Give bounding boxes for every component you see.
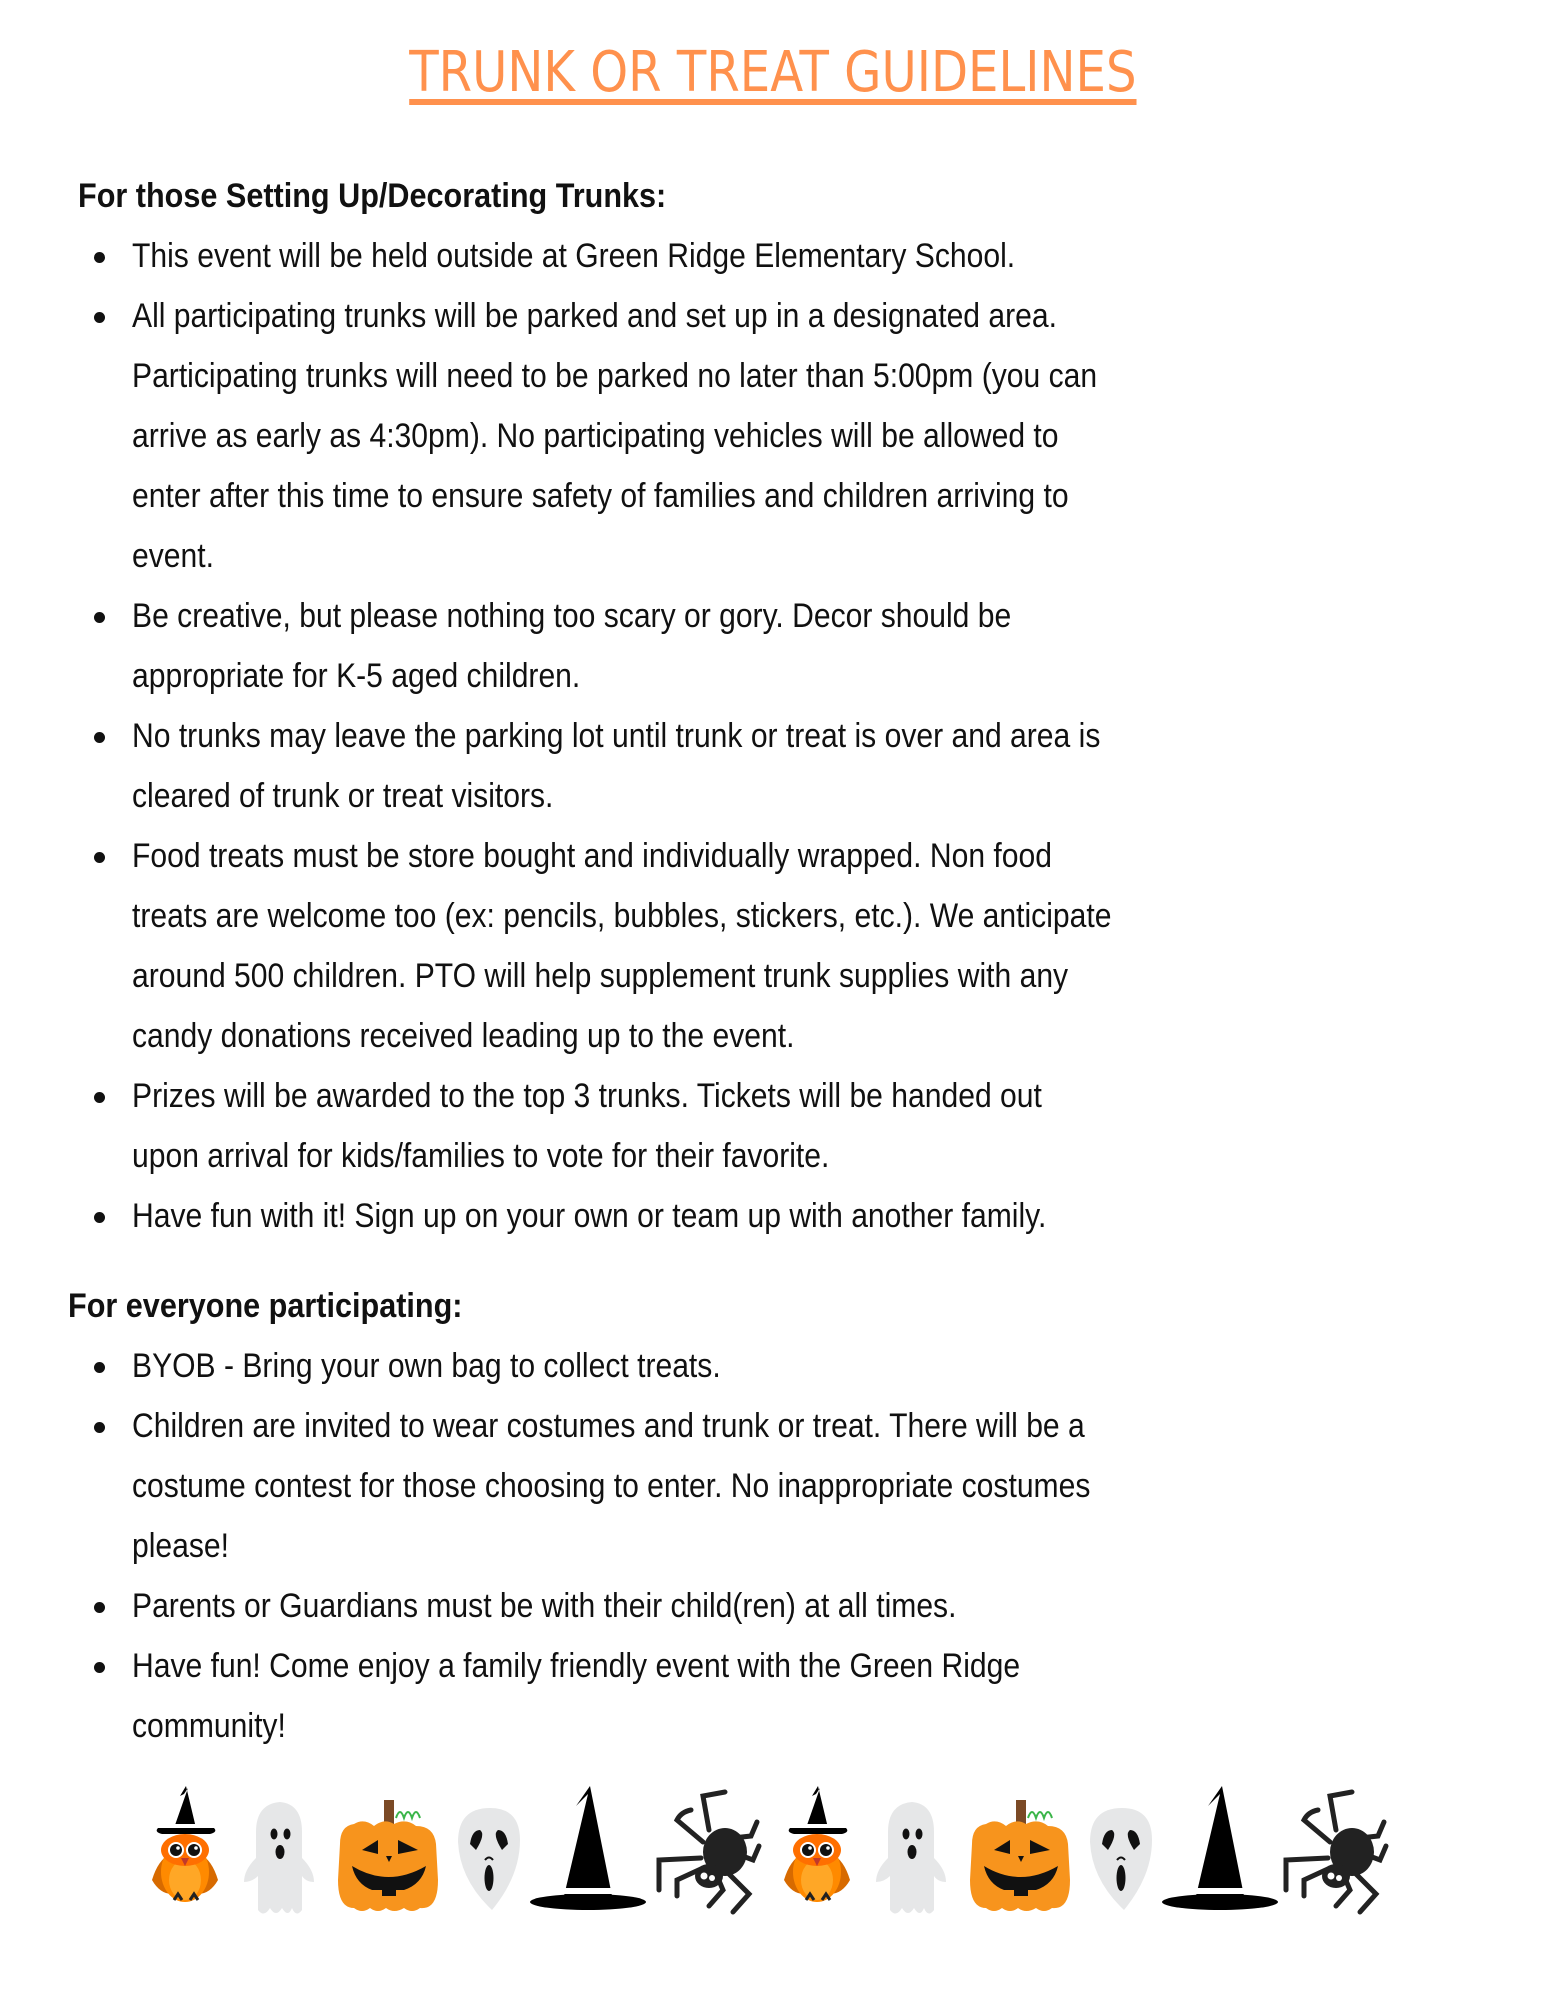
bullet-icon	[94, 1422, 105, 1433]
list-item-text: This event will be held outside at Green Ridge Elementary School.	[132, 237, 1016, 275]
list-item	[94, 1576, 1514, 1636]
spider-icon	[1286, 1792, 1386, 1912]
bullet-icon	[94, 1212, 105, 1223]
list-item-text: Be creative, but please nothing too scary or gory. Decor should be appropriate for K-5 aged children.	[132, 597, 1012, 695]
scream-mask-icon	[1090, 1808, 1152, 1910]
list-item-text: Children are invited to wear costumes and trunk or treat. There will be a costume contest for those choosing to enter. No inappropriate costumes please!	[132, 1407, 1091, 1565]
bullet-icon	[94, 612, 105, 623]
spider-icon	[659, 1792, 759, 1912]
bullet-icon	[94, 1362, 105, 1373]
owl-witch-icon	[152, 1786, 218, 1902]
bullet-icon	[94, 852, 105, 863]
bullet-icon	[94, 1662, 105, 1673]
bullet-icon	[94, 732, 105, 743]
list-item-text: Food treats must be store bought and individually wrapped. Non food treats are welcome too (ex: pencils, bubbles, stickers, etc.). We anticipate around 500 children. PTO will help supplement trunk supplies with any candy donations received leading up to the event.	[132, 837, 1112, 1055]
list-item-text: No trunks may leave the parking lot until trunk or treat is over and area is cleared of trunk or treat visitors.	[132, 717, 1101, 815]
section-heading-setup: For those Setting Up/Decorating Trunks:	[78, 177, 667, 215]
page-title-wrap	[0, 40, 1545, 105]
scream-mask-icon	[458, 1808, 520, 1910]
ghost-icon	[244, 1802, 314, 1914]
witch-hat-icon	[1162, 1786, 1278, 1910]
list-item-text: Have fun! Come enjoy a family friendly event with the Green Ridge community!	[132, 1647, 1021, 1745]
jack-o-lantern-icon	[970, 1800, 1070, 1911]
section-heading-everyone: For everyone participating:	[68, 1287, 463, 1325]
list-item-text: Parents or Guardians must be with their child(ren) at all times.	[132, 1587, 957, 1625]
ghost-icon	[876, 1802, 946, 1914]
list-item	[94, 1066, 1514, 1186]
owl-witch-icon	[784, 1786, 850, 1902]
list-item	[94, 1336, 1514, 1396]
list-item-text: All participating trunks will be parked and set up in a designated area. Participating trunks will need to be parked no later than 5:00pm (you can arrive as early as 4:30pm). No participating vehicles will be allowed to enter after this time to ensure safety of families and children arriving to event.	[132, 297, 1098, 575]
page-title: TRUNK OR TREAT GUIDELINES	[408, 40, 1137, 105]
everyone-guidelines-list	[94, 1336, 1514, 1756]
bullet-icon	[94, 1602, 105, 1613]
list-item	[94, 1396, 1514, 1576]
setup-guidelines-list	[94, 226, 1514, 1246]
list-item	[94, 286, 1514, 586]
bullet-icon	[94, 1092, 105, 1103]
list-item	[94, 226, 1514, 286]
jack-o-lantern-icon	[338, 1800, 438, 1911]
witch-hat-icon	[530, 1786, 646, 1910]
bullet-icon	[94, 252, 105, 263]
list-item	[94, 706, 1514, 826]
list-item-text: BYOB - Bring your own bag to collect treats.	[132, 1347, 721, 1385]
list-item	[94, 1636, 1514, 1756]
halloween-icons	[148, 1776, 1398, 1916]
list-item-text: Prizes will be awarded to the top 3 trunks. Tickets will be handed out upon arrival for kids/families to vote for their favorite.	[132, 1077, 1042, 1175]
list-item	[94, 826, 1514, 1066]
halloween-decoration-row	[148, 1776, 1398, 1916]
list-item	[94, 1186, 1514, 1246]
list-item	[94, 586, 1514, 706]
list-item-text: Have fun with it! Sign up on your own or team up with another family.	[132, 1197, 1047, 1235]
bullet-icon	[94, 312, 105, 323]
